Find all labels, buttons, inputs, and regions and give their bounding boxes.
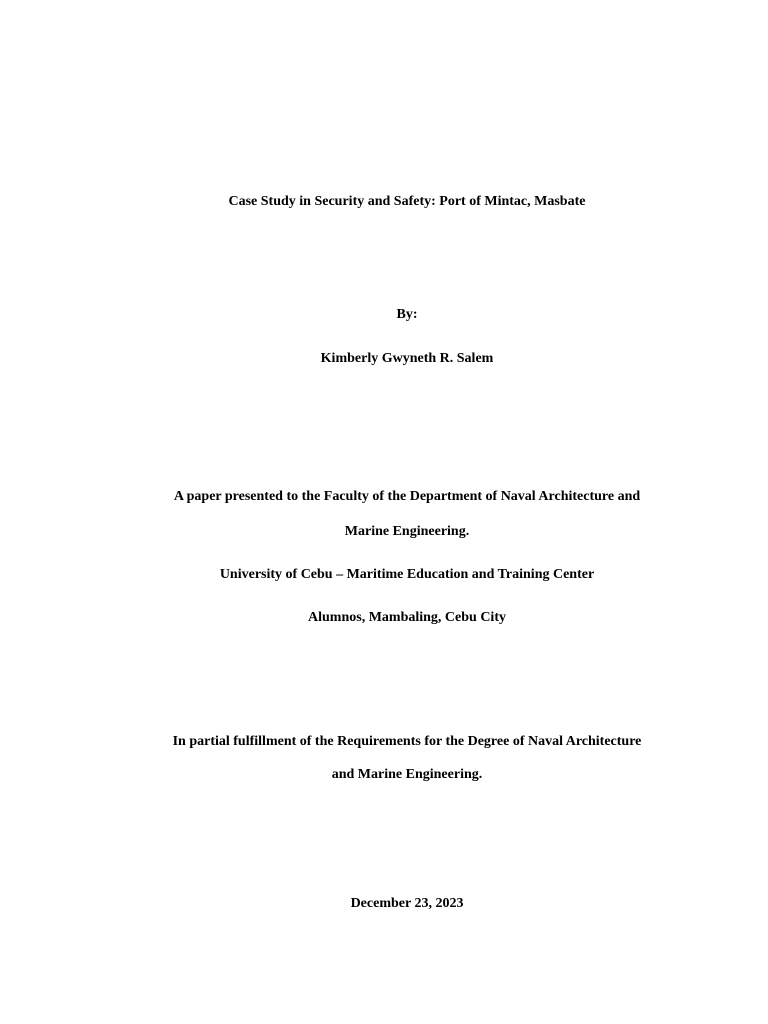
fulfillment-line-2: and Marine Engineering. xyxy=(331,767,483,782)
fulfillment-line-1: In partial fulfillment of the Requirements for the Degree of Naval Architecture xyxy=(172,734,642,749)
submission-date: December 23, 2023 xyxy=(350,896,464,911)
presented-to-line-2: Marine Engineering. xyxy=(344,524,470,539)
by-label: By: xyxy=(396,307,418,322)
university-address: Alumnos, Mambaling, Cebu City xyxy=(308,610,506,625)
university-name: University of Cebu – Maritime Education and Training Center xyxy=(219,567,595,582)
document-title: Case Study in Security and Safety: Port of Mintac, Masbate xyxy=(228,194,586,209)
presented-to-line-1: A paper presented to the Faculty of the Department of Naval Architecture and xyxy=(173,489,641,504)
author-name: Kimberly Gwyneth R. Salem xyxy=(320,351,494,366)
